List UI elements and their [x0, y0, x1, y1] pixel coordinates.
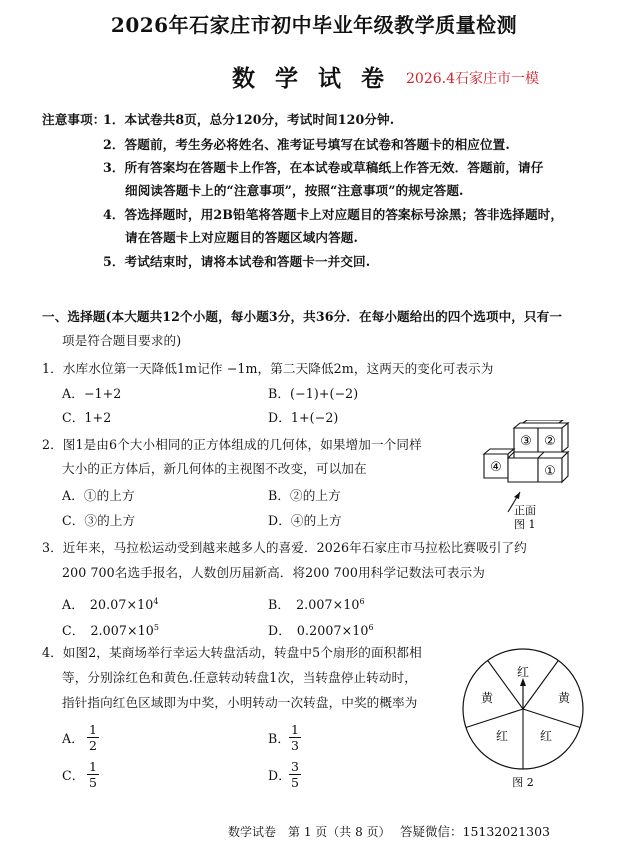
q3-option-a-value: 20.07×10: [89, 597, 154, 613]
fig1-caption: 图 1: [514, 518, 536, 531]
q3-option-d-value: 0.2007×10: [296, 623, 369, 639]
fig1-cube-4: ④: [490, 460, 502, 475]
q3-option-c-label: C．: [62, 623, 85, 639]
q1-option-c[interactable]: C．1+2: [62, 410, 112, 425]
q3-option-a-exp: 4: [153, 597, 159, 606]
frac-num: 1: [291, 722, 299, 737]
notes-label: 注意事项：: [42, 112, 106, 127]
q2-option-c[interactable]: C．③的上方: [62, 513, 136, 528]
exam-source-tag: 2026.4石家庄市一模: [406, 71, 539, 87]
q3-option-b-exp: 6: [359, 597, 365, 606]
sector-label-bottom-left: 红: [495, 729, 509, 743]
q2-option-a[interactable]: A．①的上方: [62, 488, 135, 503]
fig2-caption: 图 2: [512, 776, 534, 789]
fig1-cube-3: ③: [520, 434, 532, 449]
q4-option-b-label[interactable]: B．: [268, 731, 291, 746]
q4-stem: 4．如图2，某商场举行幸运大转盘活动，转盘中5个扇形的面积都相: [42, 645, 422, 660]
q3-option-b-value: 2.007×10: [296, 597, 360, 613]
fig1-front-label: 正面: [514, 504, 536, 517]
q1-stem: 1．水库水位第一天降低1m记作 −1m，第二天降低2m，这两天的变化可表示为: [42, 361, 494, 376]
q2-option-d[interactable]: D．④的上方: [268, 513, 342, 528]
q1-option-d[interactable]: D．1+(−2): [268, 410, 339, 425]
q4-stem-cont: 指针指向红色区域即为中奖，小明转动一次转盘，中奖的概率为: [62, 695, 418, 710]
q3-option-a[interactable]: [62, 594, 159, 613]
note-item: 5．考试结束时，请将本试卷和答题卡一并交回.: [103, 254, 371, 269]
note-item: 1．本试卷共8页，总分120分，考试时间120分钟.: [103, 112, 395, 127]
note-item: 3．所有答案均在答题卡上作答，在本试卷或草稿纸上作答无效．答题前，请仔: [103, 160, 544, 175]
sector-label-left: 黄: [480, 691, 494, 705]
figure-2-spinner: [458, 644, 588, 794]
q2-stem: 2．图1是由6个大小相同的正方体组成的几何体，如果增加一个同样: [42, 437, 422, 452]
page-footer: 数学试卷 第 1 页（共 8 页）: [228, 825, 391, 839]
exam-subtitle: 数 学 试 卷: [232, 65, 391, 92]
q3-option-c-value: 2.007×10: [90, 623, 154, 639]
q4-option-a-label[interactable]: A．: [62, 731, 84, 746]
q4-option-c-fraction[interactable]: [87, 760, 99, 789]
note-item: 2．答题前，考生务必将姓名、准考证号填写在试卷和答题卡的相应位置.: [103, 137, 510, 152]
q3-option-d[interactable]: [268, 620, 374, 639]
q4-stem-cont: 等，分别涂红色和黄色.任意转动转盘1次，当转盘停止转动时，: [62, 670, 417, 685]
q1-option-b[interactable]: B．(−1)+(−2): [268, 386, 359, 401]
section-heading-cont: 项是符合题目要求的): [62, 333, 182, 348]
frac-den: 5: [291, 775, 299, 790]
footer-contact: 答疑微信：15132021303: [400, 824, 550, 839]
q4-option-b-fraction[interactable]: [289, 723, 301, 752]
q1-option-a[interactable]: A．−1+2: [62, 386, 122, 401]
frac-den: 5: [89, 775, 97, 790]
q3-option-c-exp: 5: [153, 623, 160, 632]
fig1-cube-2: ②: [544, 434, 556, 449]
frac-den: 2: [89, 738, 97, 753]
q3-option-b[interactable]: [268, 594, 365, 613]
q2-option-b[interactable]: B．②的上方: [268, 488, 341, 503]
fig1-cube-1: ①: [544, 464, 556, 479]
sector-label-top: 红: [516, 665, 530, 679]
frac-num: 3: [291, 759, 299, 774]
q4-option-c-label[interactable]: C．: [62, 768, 85, 783]
q3-option-c[interactable]: [62, 620, 159, 639]
frac-num: 1: [89, 759, 97, 774]
sector-label-bottom-right: 红: [539, 729, 553, 743]
note-item: 请在答题卡上对应题目的答题区域内答题.: [125, 230, 358, 245]
q3-option-b-label: B．: [268, 597, 291, 613]
q3-option-a-label: A．: [62, 597, 84, 613]
section-heading: [42, 309, 562, 325]
q4-option-d-label[interactable]: D．: [268, 768, 291, 783]
frac-num: 1: [89, 722, 97, 737]
note-item: 细阅读答题卡上的“注意事项”，按照“注意事项”的规定答题.: [125, 183, 464, 198]
q3-option-d-label: D．: [268, 623, 291, 639]
frac-den: 3: [291, 738, 299, 753]
q4-option-a-fraction[interactable]: [87, 723, 99, 752]
q2-stem-cont: 大小的正方体后，新几何体的主视图不改变，可以加在: [62, 461, 367, 476]
section-heading-text: 一、选择题(本大题共12个小题，每小题3分，共36分．在每小题给出的四个选项中，只有一: [42, 309, 563, 324]
note-item: 4．答选择题时，用2B铅笔将答题卡上对应题目的答案标号涂黑；答非选择题时，: [103, 207, 564, 222]
q3-option-d-exp: 6: [368, 623, 374, 632]
exam-title: 2026年石家庄市初中毕业年级教学质量检测: [110, 13, 518, 37]
q3-stem-cont: 200 700名选手报名，人数创历届新高．将200 700用科学记数法可表示为: [62, 565, 485, 580]
q4-option-d-fraction[interactable]: [289, 760, 301, 789]
figure-1-cubes: [478, 420, 590, 532]
sector-label-right: 黄: [557, 691, 571, 705]
q3-stem: 3．近年来，马拉松运动受到越来越多人的喜爱．2026年石家庄市马拉松比赛吸引了约: [42, 540, 527, 555]
